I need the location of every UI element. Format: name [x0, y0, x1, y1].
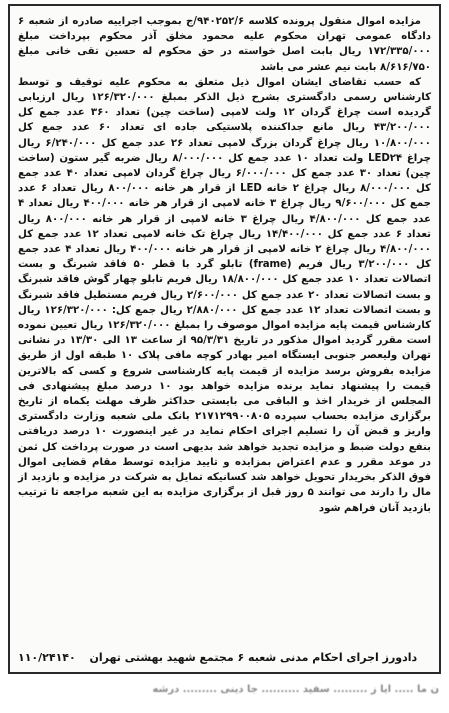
- next-clipping-edge: ن ما ..... ایا ز ......... سفید .......... جا دینی ......... درشه: [152, 684, 439, 695]
- notice-body: [18, 14, 431, 516]
- notice-footer: [18, 648, 431, 666]
- notice-paragraph-main: که حسب تقاضای ایشان اموال ذیل متعلق به محکوم علیه توقیف و توسط کارشناس رسمی دادگستری بشرح ذیل الذکر بمبلغ ۱۲۶/۳۲۰/۰۰۰ ریال ارزیابی گردیده است چراغ گردان ۱۲ ولت لامپی (ساخت چین) تعداد ۳۶۰ عدد جمع کل ۴۳/۲۰۰/۰۰۰ ریال مانع جداکننده پلاستیکی جاده ای تعداد ۶۰ عدد جمع کل ۱۰/۸۰۰/۰۰۰ ریال چراغ گردان بزرگ لامپی تعداد ۲۶ عدد جمع کل ۶/۲۴۰/۰۰۰ ریال چراغ LED۲۴ ولت تعداد ۱۰ عدد جمع کل ۸/۰۰۰/۰۰۰ ریال ضربه گیر ستون (ساخت چین) تعداد ۳۰ عدد جمع کل ۶/۰۰۰/۰۰۰ ریال چراغ گردان لامپی تعداد ۴۰ عدد جمع کل ۸/۰۰۰/۰۰۰ ریال چراغ ۲ خانه LED از قرار هر خانه ۸۰۰/۰۰۰ ریال تعداد ۶ عدد جمع کل ۹/۶۰۰/۰۰۰ ریال چراغ ۳ خانه لامپی از قرار هر خانه ۴۰۰/۰۰۰ ریال تعداد ۴ عدد جمع کل ۴/۸۰۰/۰۰۰ ریال چراغ ۳ خانه لامپی از قرار هر خانه ۸۰۰/۰۰۰ ریال تعداد ۶ عدد جمع کل ۱۴/۴۰۰/۰۰۰ ریال چراغ تک خانه لامپی تعداد ۱۲ عدد جمع کل ۴/۸۰۰/۰۰۰ ریال چراغ ۲ خانه لامپی از قرار هر خانه ۴۰۰/۰۰۰ ریال تعداد ۴ عدد جمع کل ۳/۲۰۰/۰۰۰ ریال فریم (frame) تابلو گرد با قطر ۵۰ فاقد شبرنگ و بست اتصالات تعداد ۱۰ عدد جمع کل ۱۸/۸۰۰/۰۰۰ ریال فریم تابلو چهار گوش فاقد شبرنگ و بست اتصالات تعداد ۲۰ عدد جمع کل ۲/۶۰۰/۰۰۰ ریال فریم مستطیل فاقد شبرنگ و بست اتصالات تعداد ۱۲ عدد جمع کل ۲/۸۸۰/۰۰۰ ریال جمع کل: ۱۲۶/۳۲۰/۰۰۰ ریال کارشناس قیمت پایه مزایده اموال موصوف را بمبلغ ۱۲۶/۳۲۰/۰۰۰ ریال تعیین نموده است مقرر گردید اموال مذکور در تاریخ ۹۵/۳/۳۱ از ساعت ۱۳ الی ۱۳/۳۰ در نشانی تهران ولیعصر جنوبی ایستگاه امیر بهادر کوچه مافی پلاک ۱۰ طبقه اول از طریق مزایده بفروش برسد مزایده از قیمت پایه کارشناسی شروع و کسی که بالاترین قیمت را پیشنهاد نماید برنده مزایده خواهد بود ۱۰ درصد مبلغ پیشنهادی فی المجلس از خریدار اخذ و الباقی می بایستی حداکثر ظرف مهلت یکماه از تاریخ برگزاری مزایده بحساب سپرده ۲۱۷۱۲۹۹۰۰۸۰۵ بانک ملی شعبه وزارت دادگستری واریز و قبض آن را تسلیم اجرای احکام نماید در غیر اینصورت ۱۰ درصد دریافتی بنفع دولت ضبط و مزایده تجدید خواهد شد بدیهی است در صورت پرداخت کل ثمن در موعد مقرر و عدم اعتراض بمزایده و تایید مزایده توسط مقام قضایی اموال فوق الذکر بخریدار تحویل خواهد شد کسانیکه تمایل به شرکت در مزایده و بازدید از مال را دارند می توانند ۵ روز قبل از برگزاری مزایده به این شعبه مراجعه تا ترتیب بازدید آنان فراهم شود: [18, 76, 432, 514]
- notice-clipping: [8, 4, 441, 674]
- issuing-office: دادورز اجرای احکام مدنی شعبه ۶ مجتمع شهید بهشتی تهران: [89, 650, 418, 664]
- notice-paragraph-intro: مزایده اموال منقول پرونده کلاسه ۹۴۰۲۵۲/۶/ج بموجب اجراییه صادره از شعبه ۶ دادگاه عمومی تهران محکوم علیه محمود مخلق آذر محکوم بپرداخت مبلغ ۱۷۲/۳۳۵/۰۰۰ ریال بابت اصل خواسته در حق محکوم له حسین تقی خانی مبلغ ۸/۶۱۶/۷۵۰ بابت نیم عشر می باشد: [18, 16, 431, 73]
- notice-id: ۱۱۰/۲۴۱۴۰: [18, 650, 76, 664]
